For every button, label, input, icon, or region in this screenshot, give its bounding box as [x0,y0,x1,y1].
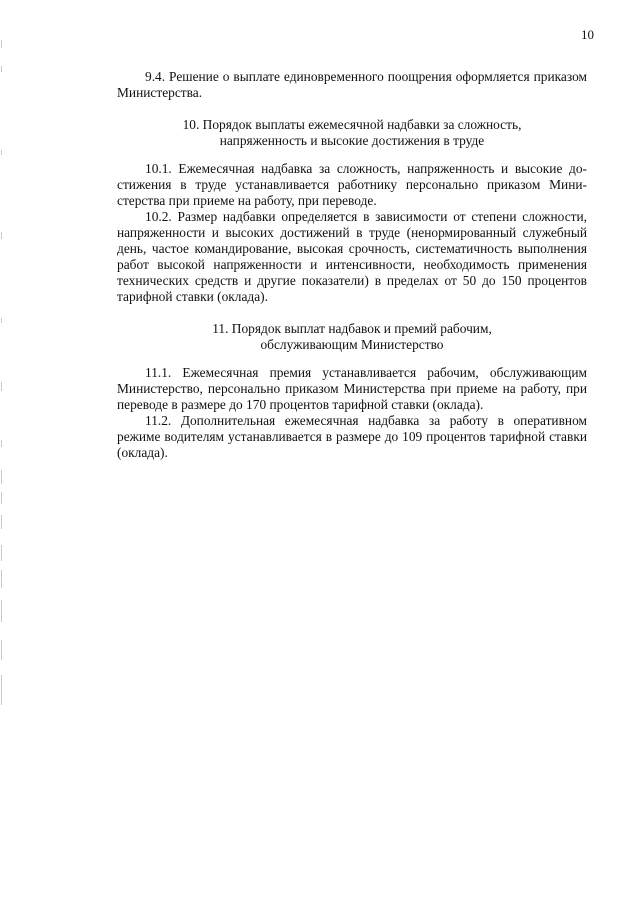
paragraph-10-1: 10.1. Ежемесячная надбавка за сложность, напряженность и высокие достижения в труде устанавливается работнику персонально приказом Министерства при приеме на работу, при переводе. [117,161,587,208]
paragraph-9-4: 9.4. Решение о выплате единовременного поощрения оформляется приказом Министерства. [117,69,587,100]
section-heading-10-line-2: напряженность и высокие достижения в труде [219,133,485,148]
page-number: 10 [581,27,594,42]
scan-edge-marks [0,0,4,905]
paragraph-11-2: 11.2. Дополнительная ежемесячная надбавка за работу в оперативном режиме водителям устанавливается в размере до 109 процентов тарифной ставки (оклада). [117,413,587,460]
section-heading-11-line-1: 11. Порядок выплат надбавок и премий рабочим, [212,321,492,336]
section-heading-10 [117,117,587,149]
section-heading-10-line-1: 10. Порядок выплаты ежемесячной надбавки за сложность, [182,117,522,132]
section-heading-11 [117,321,587,353]
section-heading-11-line-2: обслуживающим Министерство [260,337,444,352]
document-body [117,69,587,461]
paragraph-11-1: 11.1. Ежемесячная премия устанавливается рабочим, обслуживающим Министерство, персонально приказом Министерства при приеме на работу, при переводе в размере до 170 процентов тарифной ставки (оклада). [117,365,587,412]
paragraph-10-2: 10.2. Размер надбавки определяется в зависимости от степени сложности, напряженности и высоких достижений в труде (ненормированный служебный день, частое командирование, высокая срочность, систематичность выполнения работ высокой напряженности и интенсивности, необходимость применения технических средств и другие показатели) в пределах от 50 до 150 процентов тарифной ставки (оклада). [117,209,587,304]
